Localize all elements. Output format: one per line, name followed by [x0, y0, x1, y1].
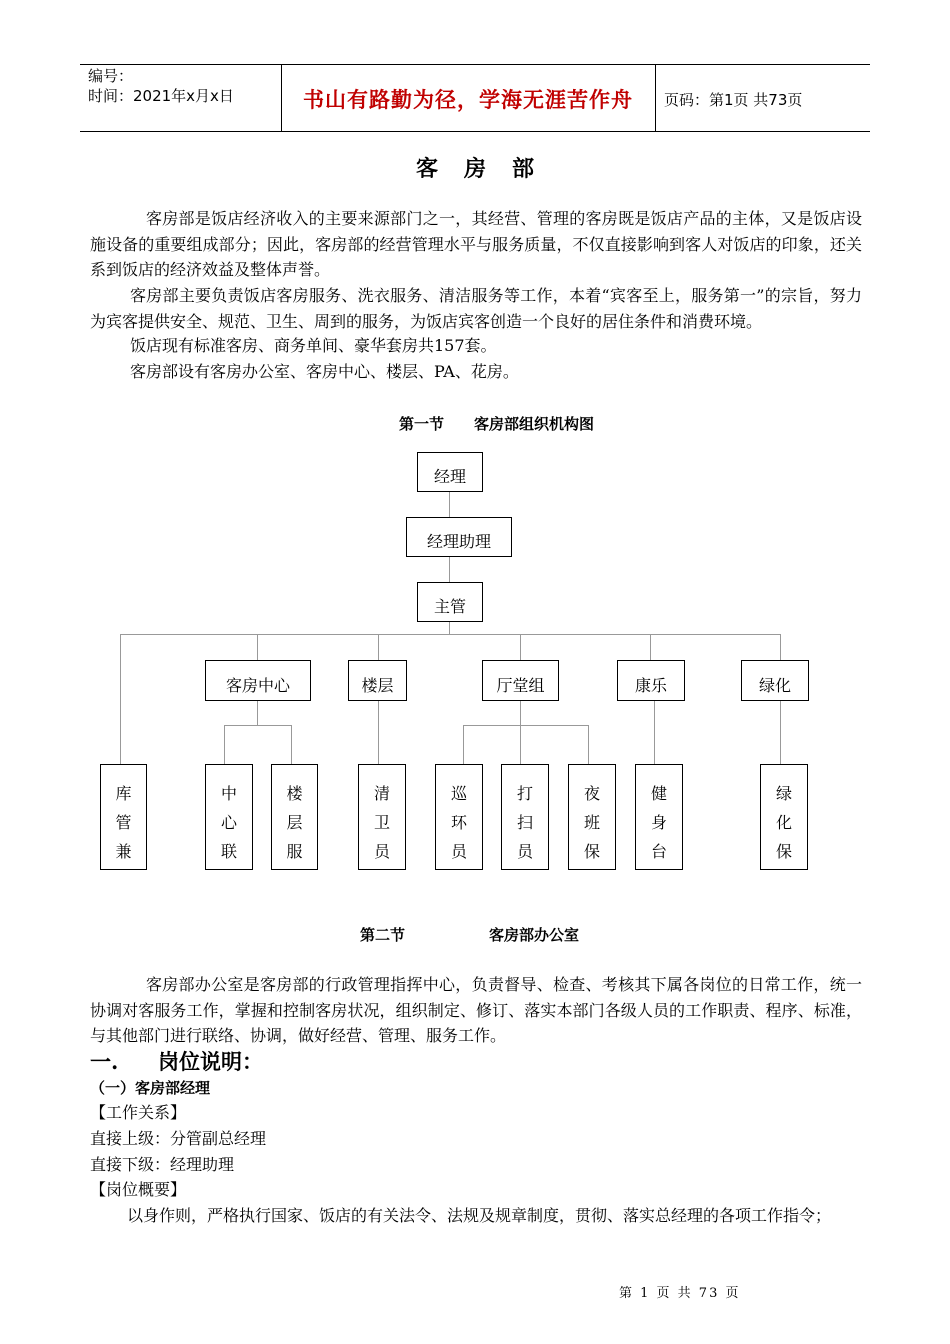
intro-paragraph-4: 客房部设有客房办公室、客房中心、楼层、PA、花房。 — [130, 362, 519, 381]
connector-to-night-shift — [588, 725, 589, 765]
org-leaf-night-shift: 夜 班 保 — [568, 764, 616, 870]
section1-number: 第一节 — [399, 415, 445, 433]
connector-lobby-bus — [463, 725, 589, 726]
section2-number: 第二节 — [360, 926, 406, 944]
header-top-rule — [80, 64, 870, 65]
position-overview-text: 以身作则，严格执行国家、饭店的有关法令、法规及规章制度，贯彻、落实总经理的各项工作指令； — [127, 1206, 832, 1225]
header-bottom-rule — [80, 131, 870, 132]
section2-paragraph: 客房部办公室是客房部的行政管理指挥中心，负责督导、检查、考核其下属各岗位的日常工作，统一协调对客服务工作，掌握和控制客房状况，组织制定、修订、落实本部门各级人员的工作职责、程序、标准，与其他部门进行联络、协调，做好经营、管理、服务工作。 — [90, 975, 862, 1045]
org-node-floor: 楼层 — [348, 660, 407, 701]
header-motto: 书山有路勤为径，学海无涯苦作舟 — [303, 88, 633, 112]
connector-room-center-down — [257, 700, 258, 725]
connector-to-center-liaison — [224, 725, 225, 765]
connector-to-greening-staff — [780, 700, 781, 765]
org-leaf-gym-desk: 健 身 台 — [635, 764, 683, 870]
org-leaf-center-liaison: 中 心 联 — [205, 764, 253, 870]
positions-heading: 岗位说明： — [158, 1049, 263, 1074]
org-leaf-sweeper: 打 扫 员 — [501, 764, 549, 870]
org-leaf-patrol: 巡 环 员 — [435, 764, 483, 870]
page-title: 客房部 — [415, 156, 560, 182]
header-page-info: 页码：第1页 共73页 — [664, 91, 803, 109]
connector-to-lobby — [520, 634, 521, 661]
connector-to-storage — [120, 634, 121, 765]
org-node-supervisor: 主管 — [417, 582, 483, 622]
page-footer: 第 1 页 共 73 页 — [619, 1286, 741, 1301]
header-number-label: 编号： — [88, 67, 134, 85]
org-node-manager: 经理 — [417, 452, 483, 492]
section1-title: 客房部组织机构图 — [474, 415, 595, 433]
connector-to-room-center — [257, 634, 258, 661]
connector-to-patrol — [463, 725, 464, 765]
org-leaf-storage: 库 管 兼 — [100, 764, 147, 870]
org-node-room-center: 客房中心 — [205, 660, 311, 701]
positions-sub-manager: （一）客房部经理 — [90, 1079, 211, 1097]
connector-main-bus — [120, 634, 781, 635]
intro-paragraph-2: 客房部主要负责饭店客房服务、洗衣服务、清洁服务等工作，本着“宾客至上，服务第一”的宗旨，努力为宾客提供安全、规范、卫生、周到的服务，为饭店宾客创造一个良好的居住条件和消费环境。 — [90, 286, 862, 331]
position-overview-label: 【岗位概要】 — [90, 1180, 187, 1199]
header-time-label: 时间：2021年x月x日 — [88, 87, 234, 105]
direct-subordinate: 直接下级：经理助理 — [90, 1155, 235, 1174]
connector-supervisor-bus — [449, 621, 450, 634]
connector-to-cleaner — [378, 700, 379, 765]
connector-manager-assistant — [449, 491, 450, 518]
header-divider-right — [655, 64, 656, 131]
connector-to-floor-service — [291, 725, 292, 765]
org-node-recreation: 康乐 — [617, 660, 685, 701]
connector-room-center-bus — [224, 725, 292, 726]
work-relation-label: 【工作关系】 — [90, 1103, 187, 1122]
org-leaf-cleaner: 清 卫 员 — [358, 764, 406, 870]
direct-superior: 直接上级：分管副总经理 — [90, 1129, 267, 1148]
section2-title: 客房部办公室 — [489, 926, 580, 944]
connector-to-gym-desk — [654, 700, 655, 765]
connector-to-recreation — [650, 634, 651, 661]
org-node-greening: 绿化 — [741, 660, 809, 701]
connector-to-greening — [780, 634, 781, 661]
intro-paragraph-1: 客房部是饭店经济收入的主要来源部门之一，其经营、管理的客房既是饭店产品的主体，又是饭店设施设备的重要组成部分；因此，客房部的经营管理水平与服务质量，不仅直接影响到客人对饭店的印象，还关系到饭店的经济效益及整体声誉。 — [90, 209, 862, 279]
connector-assistant-supervisor — [449, 556, 450, 583]
org-node-assistant: 经理助理 — [406, 517, 512, 557]
connector-to-sweeper — [520, 700, 521, 765]
org-leaf-greening-staff: 绿 化 保 — [760, 764, 808, 870]
connector-to-floor — [378, 634, 379, 661]
intro-paragraph-3: 饭店现有标准客房、商务单间、豪华套房共157套。 — [130, 336, 497, 355]
org-node-lobby-group: 厅堂组 — [482, 660, 559, 701]
positions-heading-number: 一. — [90, 1049, 119, 1074]
org-leaf-floor-service: 楼 层 服 — [271, 764, 318, 870]
